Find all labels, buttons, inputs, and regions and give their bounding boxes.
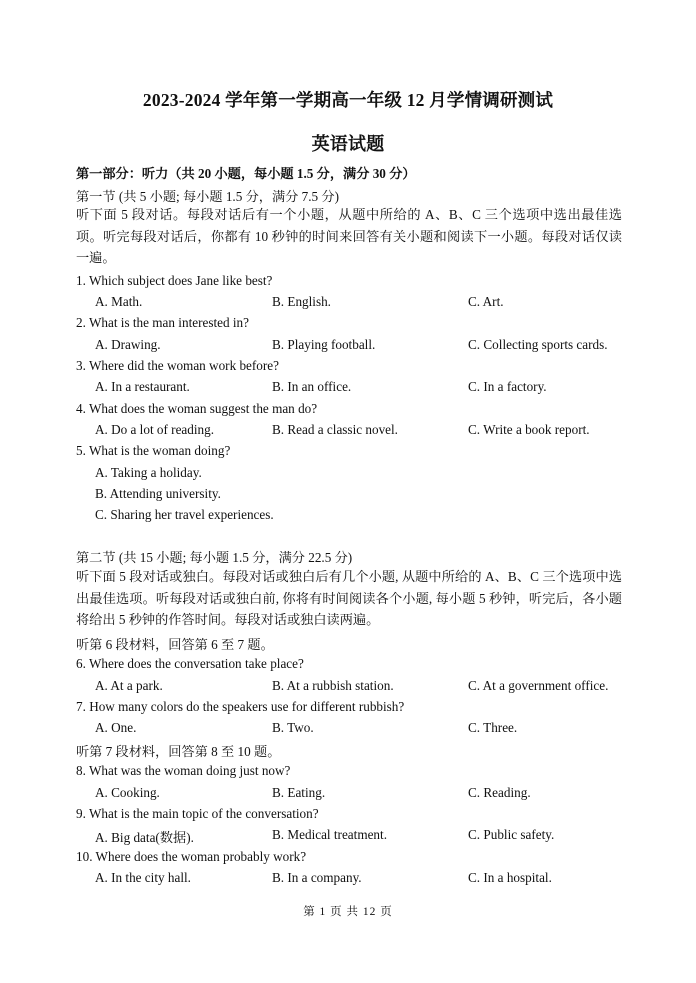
- q1-option-b: B. English.: [272, 294, 331, 309]
- q3-option-a: A. In a restaurant.: [95, 379, 190, 394]
- q7-option-b: B. Two.: [272, 720, 314, 735]
- q9-option-a: A. Big data(数据).: [95, 830, 194, 845]
- q6-option-a: A. At a park.: [95, 678, 163, 693]
- q3-option-b: B. In an office.: [272, 379, 352, 394]
- exam-title: 2023-2024 学年第一学期高一年级 12 月学情调研测试: [142, 90, 554, 110]
- q1-option-c: C. Art.: [468, 294, 504, 309]
- question-3: 3. Where did the woman work before?: [76, 358, 279, 373]
- page-footer: 第 1 页 共 12 页: [303, 906, 393, 918]
- section1-instructions: 听下面 5 段对话。每段对话后有一个小题，从题中所给的 A、B、C 三个选项中选出最佳选项。听完每段对话后，你都有 10 秒钟的时间来回答有关小题和阅读下一小题。每段对话仅读一遍。: [76, 207, 622, 265]
- q1-option-a: A. Math.: [95, 294, 143, 309]
- q2-option-c: C. Collecting sports cards.: [468, 337, 608, 352]
- question-8: 8. What was the woman doing just now?: [76, 763, 291, 778]
- q3-option-c: C. In a factory.: [468, 379, 547, 394]
- section2-note-7: 听第 7 段材料，回答第 8 至 10 题。: [76, 744, 281, 759]
- section2-instructions: 听下面 5 段对话或独白。每段对话或独白后有几个小题, 从题中所给的 A、B、C 三个选项中选出最佳选项。听每段对话或独白前, 你将有时间阅读各个小题, 每小题 5 秒钟，听完后，各小题将给出 5 秒钟的作答时间。每段对话或独白读两遍。: [76, 569, 622, 627]
- q9-option-b: B. Medical treatment.: [272, 827, 387, 842]
- question-4: 4. What does the woman suggest the man do?: [76, 401, 318, 416]
- question-10: 10. Where does the woman probably work?: [76, 849, 307, 864]
- q5-option-c: C. Sharing her travel experiences.: [95, 507, 274, 522]
- q6-option-b: B. At a rubbish station.: [272, 678, 394, 693]
- question-2: 2. What is the man interested in?: [76, 315, 249, 330]
- q5-option-b: B. Attending university.: [95, 486, 221, 501]
- q7-option-c: C. Three.: [468, 720, 518, 735]
- q6-option-c: C. At a government office.: [468, 678, 609, 693]
- part1-heading: 第一部分：听力（共 20 小题，每小题 1.5 分，满分 30 分）: [76, 166, 416, 181]
- q8-option-c: C. Reading.: [468, 785, 531, 800]
- q8-option-a: A. Cooking.: [95, 785, 160, 800]
- q9-option-c: C. Public safety.: [468, 827, 555, 842]
- q7-option-a: A. One.: [95, 720, 137, 735]
- section2-heading: 第二节 (共 15 小题; 每小题 1.5 分，满分 22.5 分): [76, 550, 353, 565]
- question-5: 5. What is the woman doing?: [76, 443, 231, 458]
- q5-option-a: A. Taking a holiday.: [95, 465, 202, 480]
- q2-option-b: B. Playing football.: [272, 337, 376, 352]
- q10-option-b: B. In a company.: [272, 870, 362, 885]
- q2-option-a: A. Drawing.: [95, 337, 161, 352]
- section1-heading: 第一节 (共 5 小题; 每小题 1.5 分，满分 7.5 分): [76, 189, 340, 204]
- question-1: 1. Which subject does Jane like best?: [76, 273, 273, 288]
- q4-option-c: C. Write a book report.: [468, 422, 590, 437]
- q4-option-b: B. Read a classic novel.: [272, 422, 398, 437]
- question-7: 7. How many colors do the speakers use for different rubbish?: [76, 699, 405, 714]
- q10-option-a: A. In the city hall.: [95, 870, 191, 885]
- q8-option-b: B. Eating.: [272, 785, 326, 800]
- question-9: 9. What is the main topic of the conversation?: [76, 806, 319, 821]
- section2-note-6: 听第 6 段材料，回答第 6 至 7 题。: [76, 637, 274, 652]
- exam-subtitle: 英语试题: [311, 134, 385, 154]
- q4-option-a: A. Do a lot of reading.: [95, 422, 215, 437]
- question-6: 6. Where does the conversation take place?: [76, 656, 304, 671]
- q10-option-c: C. In a hospital.: [468, 870, 552, 885]
